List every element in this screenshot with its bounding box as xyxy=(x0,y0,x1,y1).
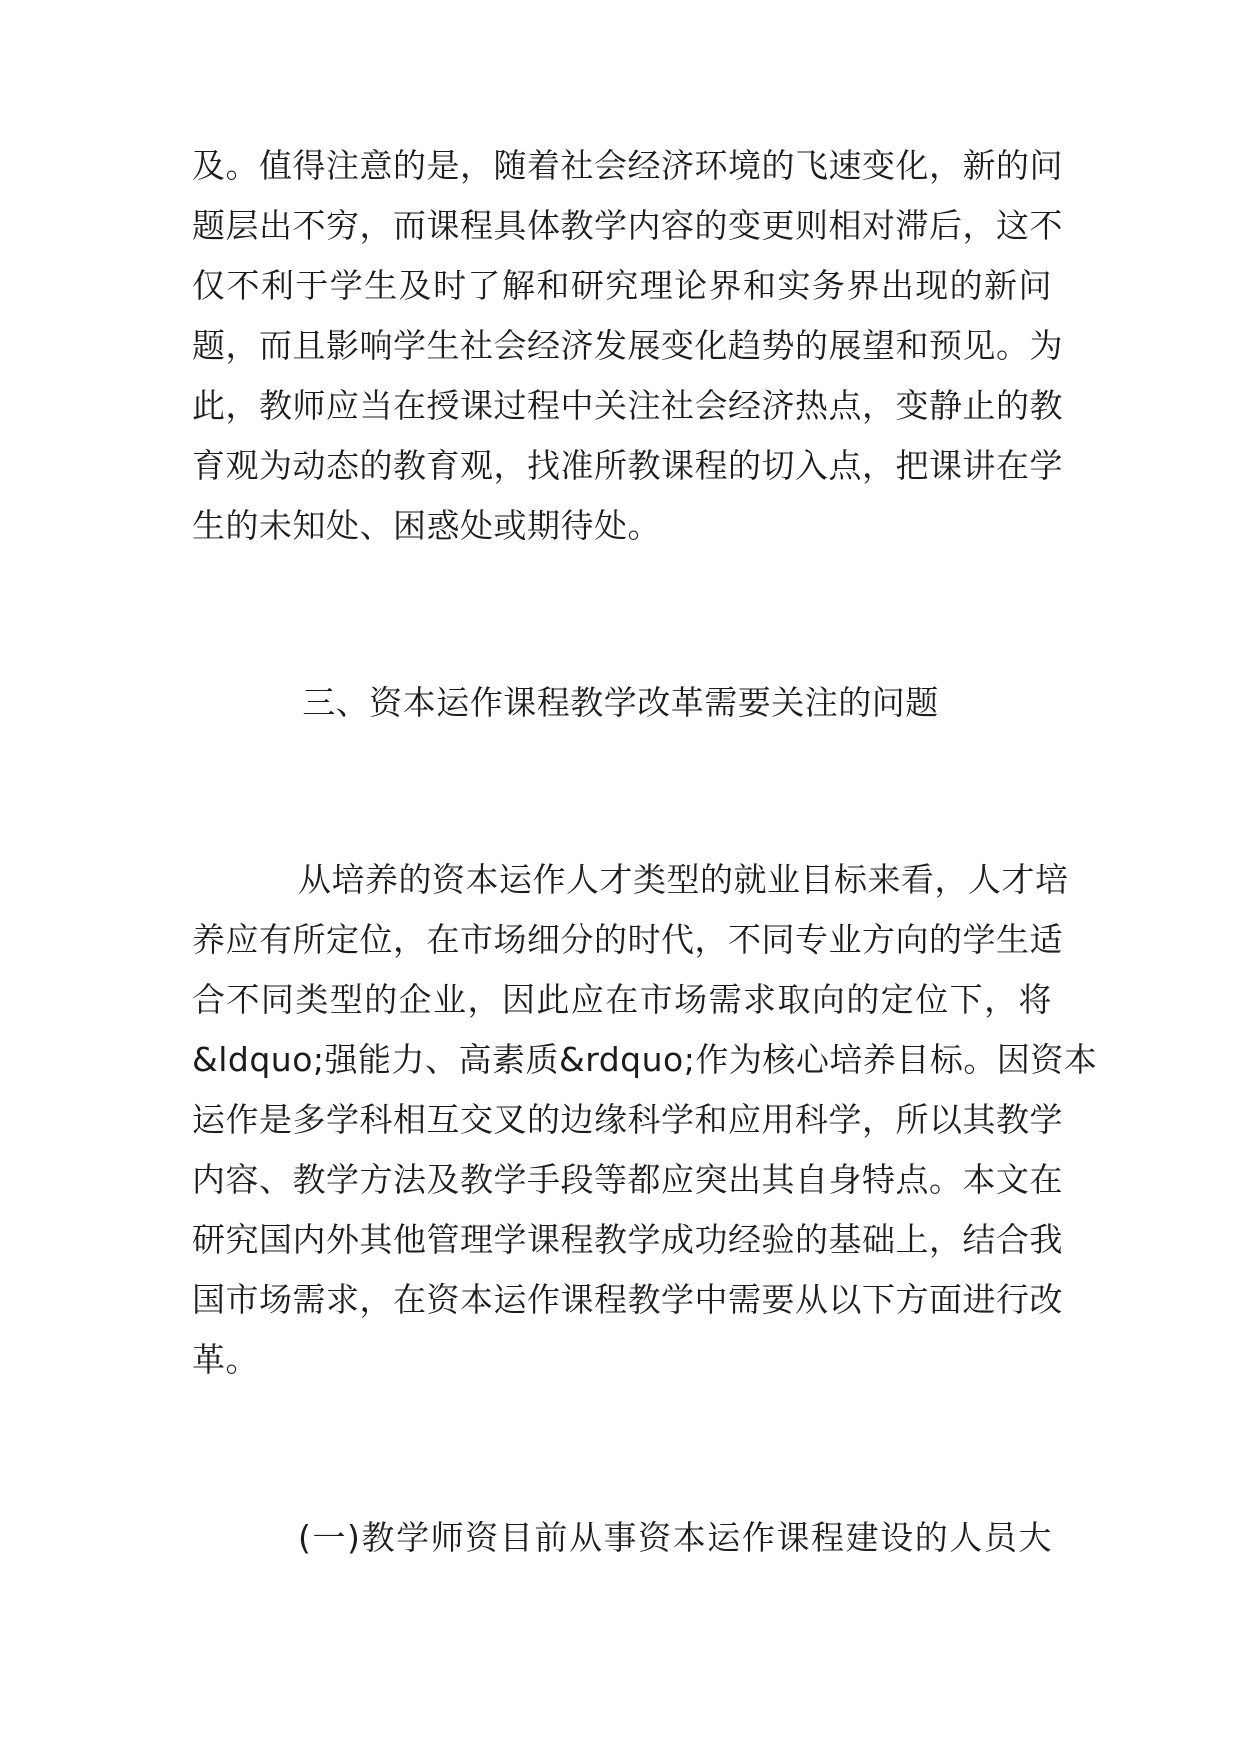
paragraph-2-line-7: 研究国内外其他管理学课程教学成功经验的基础上，结合我 xyxy=(192,1220,1063,1259)
paragraph-1-line-4: 题，而且影响学生社会经济发展变化趋势的展望和预见。为 xyxy=(192,326,1063,365)
paragraph-2-line-8: 国市场需求，在资本运作课程教学中需要从以下方面进行改 xyxy=(192,1280,1063,1319)
paragraph-2-line-9: 革。 xyxy=(192,1340,259,1379)
paragraph-1-line-2: 题层出不穷，而课程具体教学内容的变更则相对滞后，这不 xyxy=(192,206,1063,245)
paragraph-2-line-6: 内容、教学方法及教学手段等都应突出其自身特点。本文在 xyxy=(192,1160,1063,1199)
paragraph-2-line-3: 合不同类型的企业，因此应在市场需求取向的定位下，将 xyxy=(192,980,1052,1019)
paragraph-2-line-2: 养应有所定位，在市场细分的时代，不同专业方向的学生适 xyxy=(192,920,1063,959)
paragraph-2-line-1: 从培养的资本运作人才类型的就业目标来看，人才培 xyxy=(298,860,1069,899)
paragraph-2-line-4: &ldquo;强能力、高素质&rdquo;作为核心培养目标。因资本 xyxy=(192,1040,1098,1079)
paragraph-1-line-3: 仅不利于学生及时了解和研究理论界和实务界出现的新问 xyxy=(192,266,1052,305)
section-heading: 三、资本运作课程教学改革需要关注的问题 xyxy=(302,683,939,722)
paragraph-1-line-5: 此，教师应当在授课过程中关注社会经济热点，变静止的教 xyxy=(192,386,1063,425)
paragraph-1-line-1: 及。值得注意的是，随着社会经济环境的飞速变化，新的问 xyxy=(192,146,1063,185)
paragraph-1-line-6: 育观为动态的教育观，找准所教课程的切入点，把课讲在学 xyxy=(192,446,1063,485)
paragraph-1-line-7: 生的未知处、困惑处或期待处。 xyxy=(192,506,661,545)
paragraph-3-line-1: (一)教学师资目前从事资本运作课程建设的人员大 xyxy=(298,1518,1052,1557)
paragraph-2-line-5: 运作是多学科相互交叉的边缘科学和应用科学，所以其教学 xyxy=(192,1100,1063,1139)
